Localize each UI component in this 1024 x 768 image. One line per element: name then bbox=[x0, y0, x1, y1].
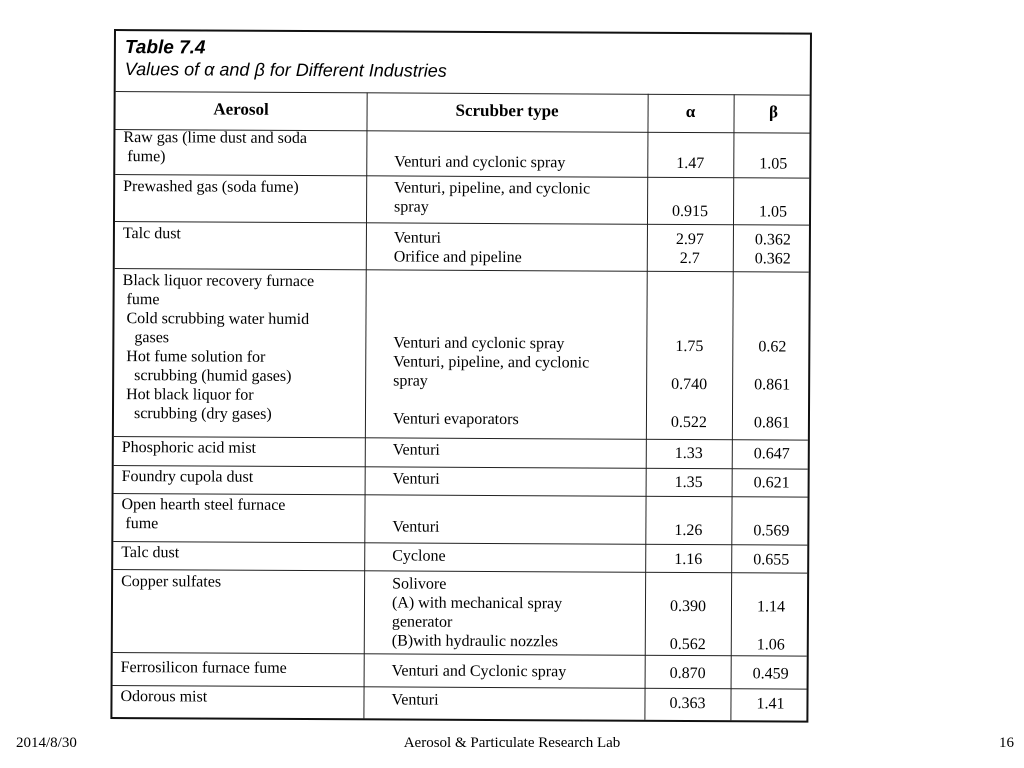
table-title: Values of α and β for Different Industries bbox=[124, 58, 447, 81]
scrubber-cell: Venturi bbox=[392, 441, 440, 459]
column-rule bbox=[363, 92, 367, 718]
row-divider bbox=[113, 685, 807, 690]
header-aerosol: Aerosol bbox=[213, 99, 269, 119]
row-divider bbox=[115, 221, 809, 226]
alpha-cell: 1.26 bbox=[674, 503, 703, 540]
aerosol-cell: Ferrosilicon furnace fume bbox=[120, 659, 287, 677]
beta-cell: 0.459 bbox=[752, 665, 789, 683]
scrubber-cell: Venturi bbox=[392, 499, 440, 536]
alpha-cell: 1.75 0.740 0.522 bbox=[670, 281, 708, 432]
aerosol-cell: Prewashed gas (soda fume) bbox=[123, 178, 299, 196]
beta-cell: 1.14 1.06 bbox=[756, 579, 786, 654]
header-beta: β bbox=[769, 102, 779, 122]
aerosol-cell: Black liquor recovery furnace fume Cold scrubbing water humid gases Hot fume solution for scrubbing (humid gases) Hot black liquor for scrubbing (dry gases) bbox=[121, 272, 315, 423]
scrubber-cell: Venturi and cyclonic spray bbox=[394, 134, 566, 172]
aerosol-cell: Talc dust bbox=[122, 225, 181, 243]
table-number: Table 7.4 bbox=[124, 37, 206, 59]
alpha-cell: 2.97 2.7 bbox=[675, 230, 704, 268]
rule-top bbox=[116, 91, 810, 96]
scrubber-cell: Venturi Orifice and pipeline bbox=[393, 229, 522, 267]
scrubber-cell: Venturi bbox=[391, 691, 439, 709]
scrubber-cell: Venturi bbox=[392, 470, 440, 488]
beta-cell: 0.62 0.861 0.861 bbox=[753, 281, 791, 432]
aerosol-cell: Raw gas (lime dust and soda fume) bbox=[123, 129, 308, 166]
beta-cell: 1.05 bbox=[759, 136, 788, 173]
alpha-cell: 0.390 0.562 bbox=[669, 579, 707, 654]
alpha-cell: 1.16 bbox=[674, 550, 703, 569]
beta-cell: 0.655 bbox=[753, 551, 790, 569]
footer-date: 2014/8/30 bbox=[16, 735, 77, 751]
beta-cell: 0.569 bbox=[753, 503, 790, 540]
row-divider bbox=[113, 541, 807, 546]
footer-page-number: 16 bbox=[999, 735, 1014, 751]
scrubber-cell: Cyclone bbox=[392, 547, 446, 565]
beta-cell: 0.647 bbox=[753, 445, 790, 463]
beta-cell: 0.621 bbox=[753, 474, 790, 492]
beta-cell: 0.362 0.362 bbox=[754, 231, 791, 268]
beta-cell: 1.05 bbox=[759, 184, 788, 221]
header-alpha: α bbox=[685, 101, 696, 122]
header-scrubber-type: Scrubber type bbox=[455, 100, 559, 121]
aerosol-cell: Talc dust bbox=[121, 544, 180, 562]
alpha-cell: 1.35 bbox=[674, 473, 703, 492]
alpha-cell: 1.33 bbox=[674, 444, 703, 463]
alpha-cell: 0.915 bbox=[672, 184, 709, 221]
aerosol-cell: Phosphoric acid mist bbox=[121, 439, 257, 457]
footer-lab: Aerosol & Particulate Research Lab bbox=[403, 735, 621, 751]
alpha-cell: 0.870 bbox=[669, 664, 706, 683]
scrubber-cell: Venturi and Cyclonic spray bbox=[391, 662, 567, 681]
scrubber-cell: Solivore (A) with mechanical spray generator (B)with hydraulic nozzles bbox=[391, 575, 563, 651]
table-caption bbox=[125, 37, 447, 81]
aerosol-cell: Open hearth steel furnace fume bbox=[121, 496, 286, 533]
beta-cell: 1.41 bbox=[756, 695, 785, 713]
alpha-cell: 0.363 bbox=[669, 694, 706, 713]
scrubber-cell: Venturi and cyclonic spray Venturi, pipeline, and cyclonic spray Venturi evaporators bbox=[392, 277, 590, 429]
scanned-table bbox=[110, 29, 812, 723]
scrubber-cell: Venturi, pipeline, and cyclonic spray bbox=[394, 179, 591, 216]
alpha-cell: 1.47 bbox=[676, 136, 705, 173]
aerosol-cell: Odorous mist bbox=[120, 688, 208, 706]
aerosol-cell: Copper sulfates bbox=[121, 573, 222, 591]
aerosol-cell: Foundry cupola dust bbox=[121, 468, 254, 486]
